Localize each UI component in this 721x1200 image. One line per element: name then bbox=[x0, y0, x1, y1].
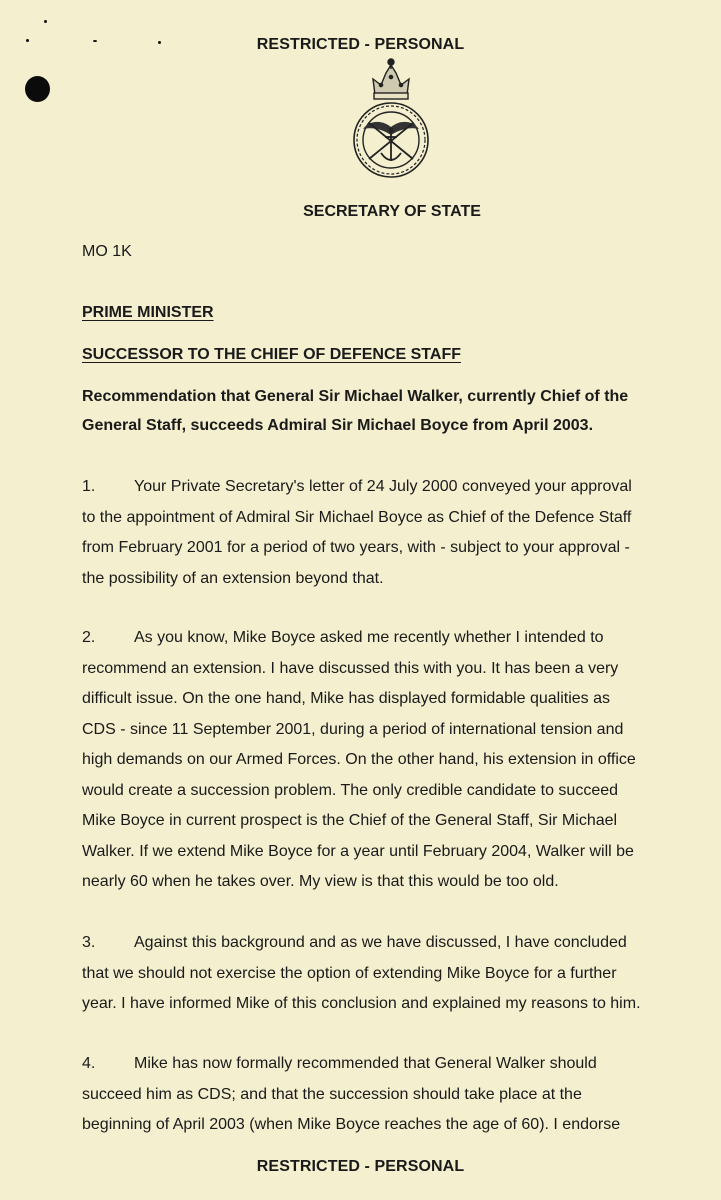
paragraph-line: year. I have informed Mike of this conclusion and explained my reasons to him. bbox=[82, 995, 641, 1012]
paragraph-2 bbox=[82, 623, 702, 898]
paragraph-line: the possibility of an extension beyond that. bbox=[82, 569, 384, 587]
paragraph-line: beginning of April 2003 (when Mike Boyce reaches the age of 60). I endorse bbox=[82, 1116, 621, 1133]
scan-speck bbox=[44, 20, 47, 23]
paragraph-line: Mike Boyce in current prospect is the Chief of the General Staff, Sir Michael bbox=[82, 812, 618, 829]
ministry-of-defence-crest-icon bbox=[345, 55, 437, 183]
paragraph-4 bbox=[82, 1049, 702, 1141]
paragraph-number: 2. bbox=[82, 629, 96, 646]
paragraph-3 bbox=[82, 928, 702, 1020]
paragraph-line: from February 2001 for a period of two years, with - subject to your approval - bbox=[82, 539, 630, 556]
paragraph-text: As you know, Mike Boyce asked me recently whether I intended to bbox=[134, 629, 604, 646]
paragraph-line: CDS - since 11 September 2001, during a period of international tension and bbox=[82, 720, 624, 738]
summary-line: General Staff, succeeds Admiral Sir Michael Boyce from April 2003. bbox=[82, 416, 594, 434]
paragraph-1 bbox=[82, 472, 702, 594]
paragraph-text: Your Private Secretary's letter of 24 July 2000 conveyed your approval bbox=[134, 478, 632, 495]
classification-top: RESTRICTED - PERSONAL bbox=[256, 36, 465, 53]
office-title: SECRETARY OF STATE bbox=[303, 203, 481, 220]
hole-punch-mark bbox=[25, 76, 50, 102]
paragraph-line: recommend an extension. I have discussed this with you. It has been a very bbox=[82, 659, 619, 677]
paragraph-line: difficult issue. On the one hand, Mike has displayed formidable qualities as bbox=[82, 690, 611, 707]
paragraph-number: 1. bbox=[82, 478, 96, 495]
paragraph-text: Against this background and as we have discussed, I have concluded bbox=[134, 934, 627, 951]
paragraph-line: succeed him as CDS; and that the succession should take place at the bbox=[82, 1085, 582, 1103]
summary-line: Recommendation that General Sir Michael Walker, currently Chief of the bbox=[82, 388, 629, 405]
paragraph-line: to the appointment of Admiral Sir Michael Boyce as Chief of the Defence Staff bbox=[82, 508, 632, 526]
paragraph-number: 3. bbox=[82, 934, 96, 951]
paragraph-line: would create a succession problem. The only credible candidate to succeed bbox=[82, 781, 619, 799]
paragraph-line bbox=[82, 472, 702, 503]
summary-recommendation bbox=[82, 383, 692, 440]
paragraph-line: nearly 60 when he takes over. My view is that this would be too old. bbox=[82, 873, 559, 890]
paragraph-line: high demands on our Armed Forces. On the other hand, his extension in office bbox=[82, 751, 636, 768]
paragraph-line bbox=[82, 1049, 702, 1080]
subject-heading: SUCCESSOR TO THE CHIEF OF DEFENCE STAFF bbox=[82, 346, 461, 363]
paragraph-line: that we should not exercise the option of extending Mike Boyce for a further bbox=[82, 964, 617, 982]
paragraph-line bbox=[82, 623, 702, 654]
reference-code: MO 1K bbox=[82, 243, 132, 260]
paragraph-line bbox=[82, 928, 702, 959]
paragraph-number: 4. bbox=[82, 1055, 96, 1072]
paragraph-line: Walker. If we extend Mike Boyce for a year until February 2004, Walker will be bbox=[82, 842, 634, 860]
paragraph-text: Mike has now formally recommended that General Walker should bbox=[134, 1055, 597, 1072]
addressee-heading: PRIME MINISTER bbox=[82, 304, 214, 321]
classification-bottom: RESTRICTED - PERSONAL bbox=[256, 1158, 465, 1175]
